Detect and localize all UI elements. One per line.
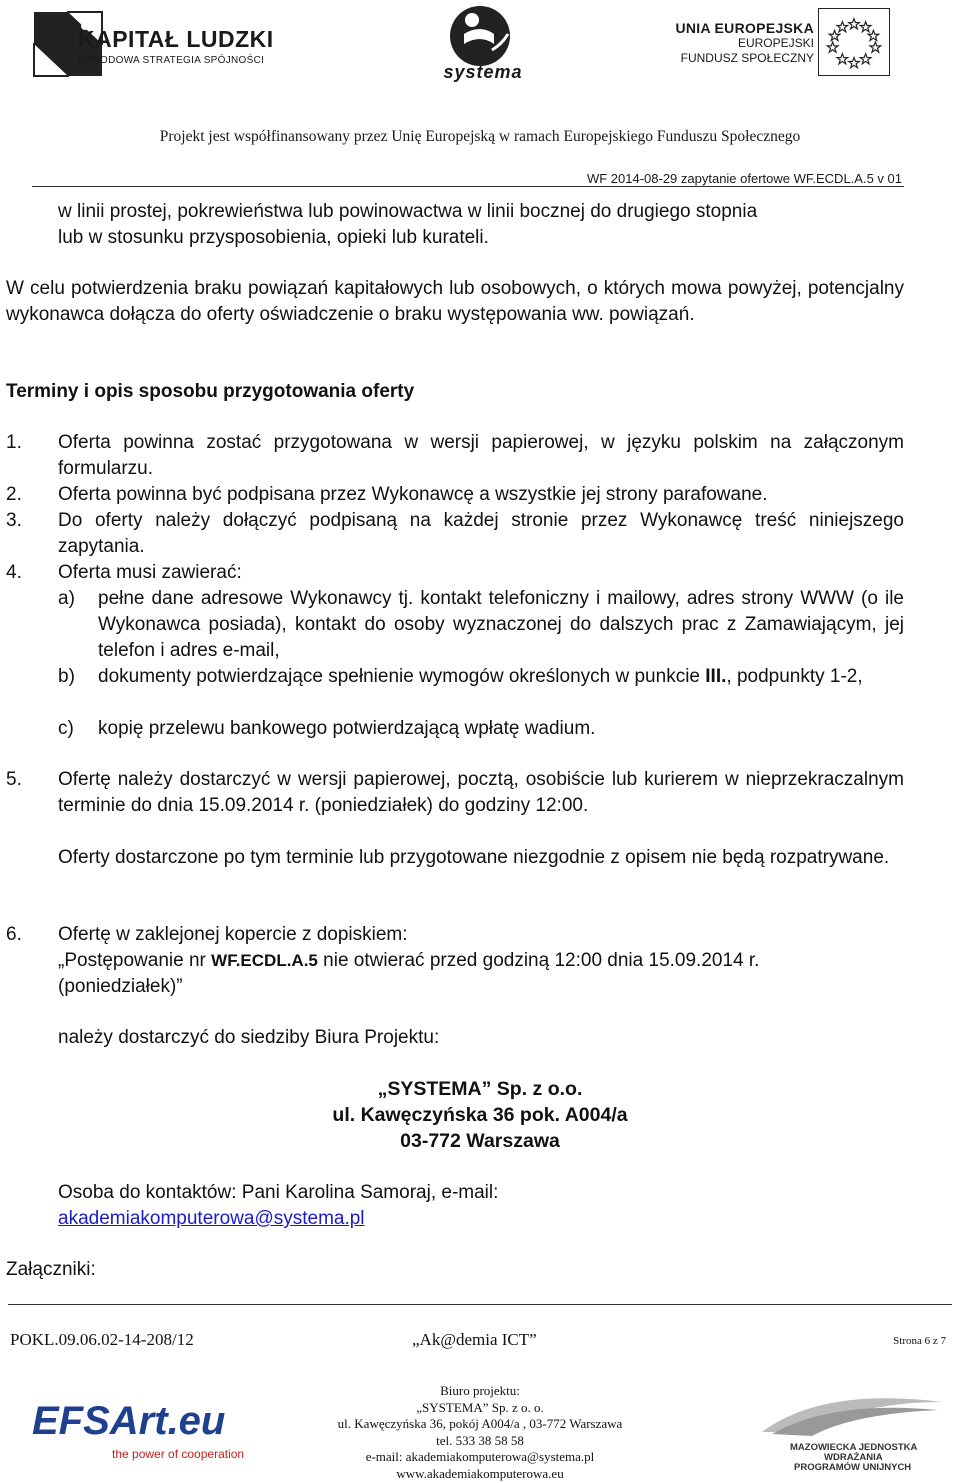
address-line-3: 03-772 Warszawa: [400, 1130, 560, 1152]
document-reference: WF 2014-08-29 zapytanie ofertowe WF.ECDL.A.5 v 01: [586, 171, 902, 186]
project-office: [300, 1383, 660, 1482]
section-heading: Terminy i opis sposobu przygotowania oferty: [6, 381, 415, 402]
office-phone: tel. 533 38 58 58: [436, 1432, 524, 1448]
item-1-number: 1.: [6, 432, 22, 453]
intro-line-1: w linii prostej, pokrewieństwa lub powinowactwa w linii bocznej do drugiego stopnia: [58, 201, 758, 222]
eu-flag-icon: [818, 8, 890, 76]
footer-project-code: POKL.09.06.02-14-208/12: [10, 1330, 194, 1349]
item-6-quote-end: nie otwierać przed godziną 12:00 dnia 15.09.2014 r.: [317, 950, 760, 971]
eu-fund-text: [668, 20, 814, 66]
subitem-b-text-bold: III.: [705, 666, 727, 687]
office-address: ul. Kawęczyńska 36, pokój A004/a , 03-772 Warszawa: [337, 1416, 623, 1431]
item-6-text: Ofertę w zaklejonej kopercie z dopiskiem:: [58, 924, 408, 945]
item-5-number: 5.: [6, 769, 22, 790]
contact-email-line: [58, 1206, 365, 1232]
header-divider: [32, 186, 904, 187]
item-6-quote-start: „Postępowanie nr: [58, 950, 212, 971]
kapital-ludzki-text: [78, 26, 274, 66]
paragraph-confirmation: W celu potwierdzenia braku powiązań kapitałowych lub osobowych, o których mowa powyżej, potencjalny wykonawca dołącza do oferty oświadczenie o braku występowania ww. powiązań.: [6, 278, 904, 325]
item-6-quote-line-2: (poniedziałek)”: [58, 976, 183, 997]
delivery-instruction: należy dostarczyć do siedziby Biura Projektu:: [58, 1027, 440, 1048]
item-6-quote-code: WF.ECDL.A.5: [211, 951, 318, 970]
subitem-a-text: pełne dane adresowe Wykonawcy tj. kontakt telefoniczny i mailowy, adres strony WWW (o ile Wykonawca posiada), kontakt do osoby wyznaczonej do dalszych prac z Zamawiającym, jej telefon i adres e-mail,: [98, 588, 904, 661]
page-header: [0, 0, 960, 190]
mazowiecka-jednostka-logo-icon: [742, 1392, 952, 1474]
subitem-b-text: [98, 664, 904, 690]
efsart-logo-tagline: the power of cooperation: [112, 1447, 245, 1461]
subitem-b-text-main: dokumenty potwierdzające spełnienie wymogów określonych w punkcie: [98, 666, 706, 687]
office-name: „SYSTEMA” Sp. z o. o.: [416, 1399, 544, 1415]
project-cofinancing-line: Projekt jest współfinansowany przez Unię Europejską w ramach Europejskiego Funduszu Społecznego: [159, 128, 801, 145]
mjw-line-2: WDRAŻANIA: [824, 1452, 883, 1463]
footer-page-number: Strona 6 z 7: [893, 1335, 946, 1347]
intro-line-2: lub w stosunku przysposobienia, opieki lub kurateli.: [58, 227, 489, 248]
attachments-label: Załączniki:: [6, 1259, 96, 1280]
contact-person: Osoba do kontaktów: Pani Karolina Samoraj, e-mail:: [58, 1182, 499, 1203]
item-3-text: Do oferty należy dołączyć podpisaną na każdej stronie przez Wykonawcę treść niniejszego zapytania.: [58, 510, 904, 557]
item-2-number: 2.: [6, 484, 22, 505]
contact-email-link[interactable]: akademiakomputerowa@systema.pl: [58, 1208, 365, 1229]
efsart-logo-text: EFSArt.eu: [32, 1399, 226, 1443]
item-4-text: Oferta musi zawierać:: [58, 562, 242, 583]
efsart-logo-icon: [28, 1388, 248, 1470]
item-6-number: 6.: [6, 924, 22, 945]
office-title: Biuro projektu:: [440, 1383, 520, 1398]
office-email: e-mail: akademiakomputerowa@systema.pl: [365, 1449, 595, 1464]
item-2-text: Oferta powinna być podpisana przez Wykonawcę a wszystkie jej strony parafowane.: [58, 484, 768, 505]
item-1-text: Oferta powinna zostać przygotowana w wersji papierowej, w języku polskim na załączonym formularzu.: [58, 432, 904, 479]
eu-title: UNIA EUROPEJSKA: [675, 20, 814, 36]
mjw-line-3: PROGRAMÓW UNIJNYCH: [794, 1462, 912, 1473]
address-line-2: ul. Kawęczyńska 36 pok. A004/a: [332, 1104, 628, 1126]
office-website: www.akademiakomputerowa.eu: [396, 1465, 564, 1481]
item-3-number: 3.: [6, 510, 22, 531]
item-5-text: Ofertę należy dostarczyć w wersji papierowej, pocztą, osobiście lub kurierem w nieprzekraczalnym terminie do dnia 15.09.2014 r. (poniedziałek) do godziny 12:00.: [58, 769, 904, 816]
systema-logo-text: systema: [443, 62, 523, 82]
item-6-quote: [58, 948, 918, 974]
kapital-ludzki-subtitle: NARODOWA STRATEGIA SPÓJNOŚCI: [78, 55, 265, 66]
subitem-b-label: b): [58, 666, 75, 687]
subitem-a-label: a): [58, 588, 75, 609]
subitem-b-text-end: , podpunkty 1-2,: [726, 666, 863, 687]
subitem-c-text: kopię przelewu bankowego potwierdzającą wpłatę wadium.: [98, 718, 596, 739]
footer-divider: [8, 1304, 952, 1305]
address-line-1: „SYSTEMA” Sp. z o.o.: [377, 1078, 583, 1100]
mjw-line-1: MAZOWIECKA JEDNOSTKA: [790, 1442, 918, 1453]
footer-project-name: „Ak@demia ICT”: [412, 1330, 537, 1349]
eu-line-1: EUROPEJSKI: [737, 36, 814, 50]
item-4-number: 4.: [6, 562, 22, 583]
item-5-note: Oferty dostarczone po tym terminie lub przygotowane niezgodnie z opisem nie będą rozpatrywane.: [58, 847, 890, 868]
subitem-c-label: c): [58, 718, 74, 739]
kapital-ludzki-title: KAPITAŁ LUDZKI: [78, 26, 274, 52]
eu-line-2: FUNDUSZ SPOŁECZNY: [680, 51, 814, 65]
